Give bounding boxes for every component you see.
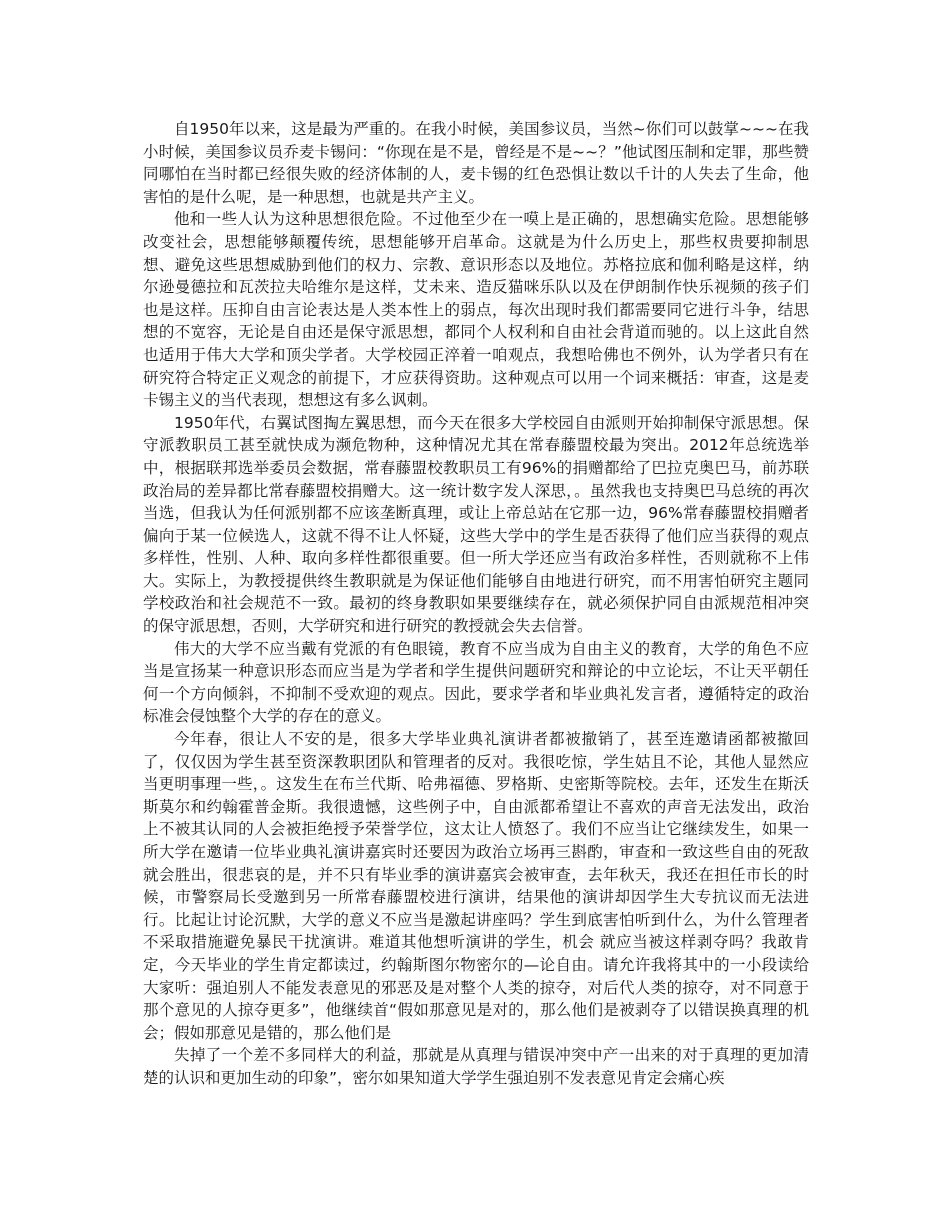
paragraph-6: 失掉了一个差不多同样大的利益，那就是从真理与错误冲突中产一出来的对于真理的更加清楚的认识和更加生动的印象”，密尔如果知道大学学生强迫别不发表意见肯定会痛心疾 xyxy=(143,1046,809,1087)
paragraph-3: 1950年代，右翼试图掏左翼思想，而今天在很多大学校园自由派则开始抑制保守派思想。保守派教职员工甚至就快成为濒危物种，这种情况尤其在常春藤盟校最为突出。2012年总统选举中，根据联邦选举委员会数据，常春藤盟校教职员工有96%的捐赠都给了巴拉克奥巴马，前苏联政治局的差异都比常春藤盟校捐赠大。这一统计数字发人深思，。虽然我也支持奥巴马总统的再次当选，但我认为任何派别都不应该垄断真理，或让上帝总站在它那一边，96%常春藤盟校捐赠者偏向于某一位候选人，这就不得不让人怀疑，这些大学中的学生是否获得了他们应当获得的观点多样性，性别、人种、取向多样性都很重要。但一所大学还应当有政治多样性，否则就称不上伟大。实际上，为教授提供终生教职就是为保证他们能够自由地进行研究，而不用害怕研究主题同学校政治和社会规范不一致。最初的终身教职如果要继续存在，就必须保护同自由派规范相冲突的保守派思想，否则，大学研究和进行研究的教授就会失去信誉。 xyxy=(143,413,809,636)
paragraph-5: 今年春，很让人不安的是，很多大学毕业典礼演讲者都被撤销了，甚至连邀请函都被撤回了，仅仅因为学生甚至资深教职团队和管理者的反对。我很吃惊，学生姑且不论，其他人显然应当更明事理一些，。这发生在布兰代斯、哈弗福德、罗格斯、史密斯等院校。去年，还发生在斯沃斯莫尔和约翰霍普金斯。我很遗憾，这些例子中，自由派都希望让不喜欢的声音无法发出，政治上不被其认同的人会被拒绝授予荣誉学位，这太让人愤怒了。我们不应当让它继续发生，如果一所大学在邀请一位毕业典礼演讲嘉宾时还要因为政治立场再三斟酌，审查和一致这些自由的死敌就会胜出，很悲哀的是，并不只有毕业季的演讲嘉宾会被审查，去年秋天，我还在担任市长的时候，市警察局长受邀到另一所常春藤盟校进行演讲，结果他的演讲却因学生大专抗议而无法进行。比起让讨论沉默，大学的意义不应当是激起讲座吗？学生到底害怕听到什么，为什么管理者不采取措施避免暴民干扰演讲。难道其他想听演讲的学生，机会 就应当被这样剥夺吗？我敢肯定，今天毕业的学生肯定都读过，约翰斯图尔物密尔的—论自由。请允许我将其中的一小段读给大家听：强迫别人不能发表意见的邪恶及是对整个人类的掠夺，对后代人类的掠夺，对不同意于那个意见的人掠夺更多”，他继续首“假如那意见是对的，那么他们是被剥夺了以错误换真理的机会；假如那意见是错的，那么他们是 xyxy=(143,730,809,1042)
paragraph-1: 自1950年以来，这是最为严重的。在我小时候，美国参议员，当然~你们可以鼓掌~~~在我小时候，美国参议员乔麦卡锡问：“你现在是不是，曾经是不是~~？”他试图压制和定罪，那些赞同哪怕在当时都已经很失败的经济体制的人，麦卡锡的红色恐惧让数以千计的人失去了生命，他害怕的是什么呢，是一种思想，也就是共产主义。 xyxy=(143,120,809,206)
paragraph-2: 他和一些人认为这种思想很危险。不过他至少在一嗼上是正确的，思想确实危险。思想能够改变社会，思想能够颠覆传统，思想能够开启革命。这就是为什么历史上，那些权贵要抑制思想、避免这些思想威胁到他们的权力、宗教、意识形态以及地位。苏格拉底和伽利略是这样，纳尔逊曼德拉和瓦茨拉夫哈维尔是这样，艾未来、造反猫咪乐队以及在伊朗制作快乐视频的孩子们也是这样。压抑自由言论表达是人类本性上的弱点，每次出现时我们都需要同它进行斗争，结思想的不宽容，无论是自由还是保守派思想，都同个人权利和自由社会背道而驰的。以上这此自然也适用于伟大大学和顶尖学者。大学校园正淬着一咱观点，我想哈佛也不例外，认为学者只有在研究符合特定正义观念的前提下，才应获得资助。这种观点可以用一个词来概括：审查，这是麦卡锡主义的当代表现，想想这有多么讽刺。 xyxy=(143,210,809,410)
paragraph-4: 伟大的大学不应当戴有党派的有色眼镜，教育不应当成为自由主义的教育，大学的角色不应当是宣扬某一种意识形态而应当是为学者和学生提供问题研究和辩论的中立论坛，不让天平朝任何一个方向倾斜，不抑制不受欢迎的观点。因此，要求学者和毕业典礼发言者，遵循特定的政治标准会侵蚀整个大学的存在的意义。 xyxy=(143,639,809,726)
document-page xyxy=(143,118,809,1090)
